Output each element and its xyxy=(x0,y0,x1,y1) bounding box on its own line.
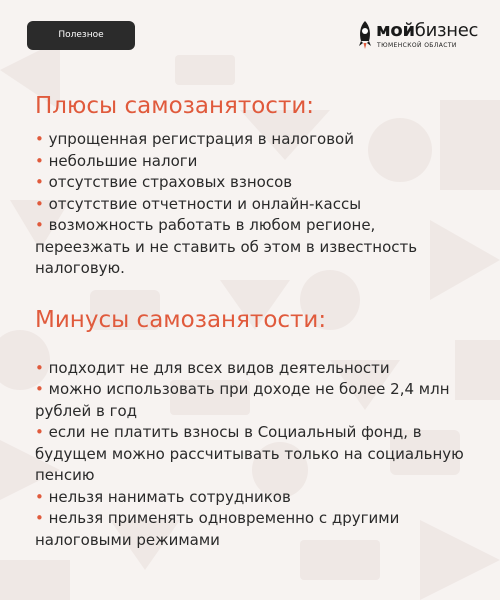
cons-list xyxy=(35,358,475,552)
cons-section xyxy=(35,305,475,552)
list-item-text: подходит не для всех видов деятельности xyxy=(48,358,390,377)
list-item xyxy=(35,172,475,194)
list-item-text: отсутствие страховых взносов xyxy=(48,173,293,191)
list-item xyxy=(35,215,475,280)
list-item xyxy=(35,487,475,509)
logo-word-moi: мой xyxy=(376,20,415,41)
bullet-icon: • xyxy=(35,487,49,506)
rocket-icon xyxy=(355,20,375,50)
bullet-icon: • xyxy=(35,194,49,213)
list-item-text: небольшие налоги xyxy=(48,151,198,170)
list-item xyxy=(35,379,475,422)
bullet-icon: • xyxy=(35,151,49,170)
list-item-text: упрощенная регистрация в налоговой xyxy=(48,130,354,148)
list-item xyxy=(35,422,475,487)
content xyxy=(35,91,475,551)
bullet-icon: • xyxy=(35,423,49,441)
bullet-icon: • xyxy=(35,509,49,527)
pros-title: Плюсы самозанятости: xyxy=(35,93,315,119)
list-item-text: возможность работать в любом регионе, переезжать и не ставить об этом в известность налоговую. xyxy=(35,216,418,277)
category-tag: Полезное xyxy=(27,21,135,50)
bullet-icon: • xyxy=(35,380,49,398)
bullet-icon: • xyxy=(35,173,49,191)
list-item xyxy=(35,194,475,216)
logo-wordmark xyxy=(376,20,478,42)
pros-list xyxy=(35,129,475,280)
bullet-icon: • xyxy=(35,130,49,148)
logo-word-biznes: бизнес xyxy=(414,20,479,41)
list-item-text: если не платить взносы в Социальный фонд, в будущем можно рассчитывать только на социальную пенсию xyxy=(35,423,464,484)
list-item xyxy=(35,358,475,380)
list-item-text: отсутствие отчетности и онлайн-кассы xyxy=(48,194,362,213)
list-item-text: нельзя применять одновременно с другими налоговыми режимами xyxy=(35,509,400,549)
list-item xyxy=(35,151,475,173)
logo-region: ТЮМЕНСКОЙ ОБЛАСТИ xyxy=(377,42,457,49)
bullet-icon: • xyxy=(35,216,49,234)
list-item-text: нельзя нанимать сотрудников xyxy=(48,487,291,506)
bullet-icon: • xyxy=(35,358,49,377)
list-item-text: можно использовать при доходе не более 2,4 млн рублей в год xyxy=(35,380,450,420)
list-item xyxy=(35,129,475,151)
list-item xyxy=(35,508,475,551)
cons-title: Минусы самозанятости: xyxy=(35,306,327,333)
